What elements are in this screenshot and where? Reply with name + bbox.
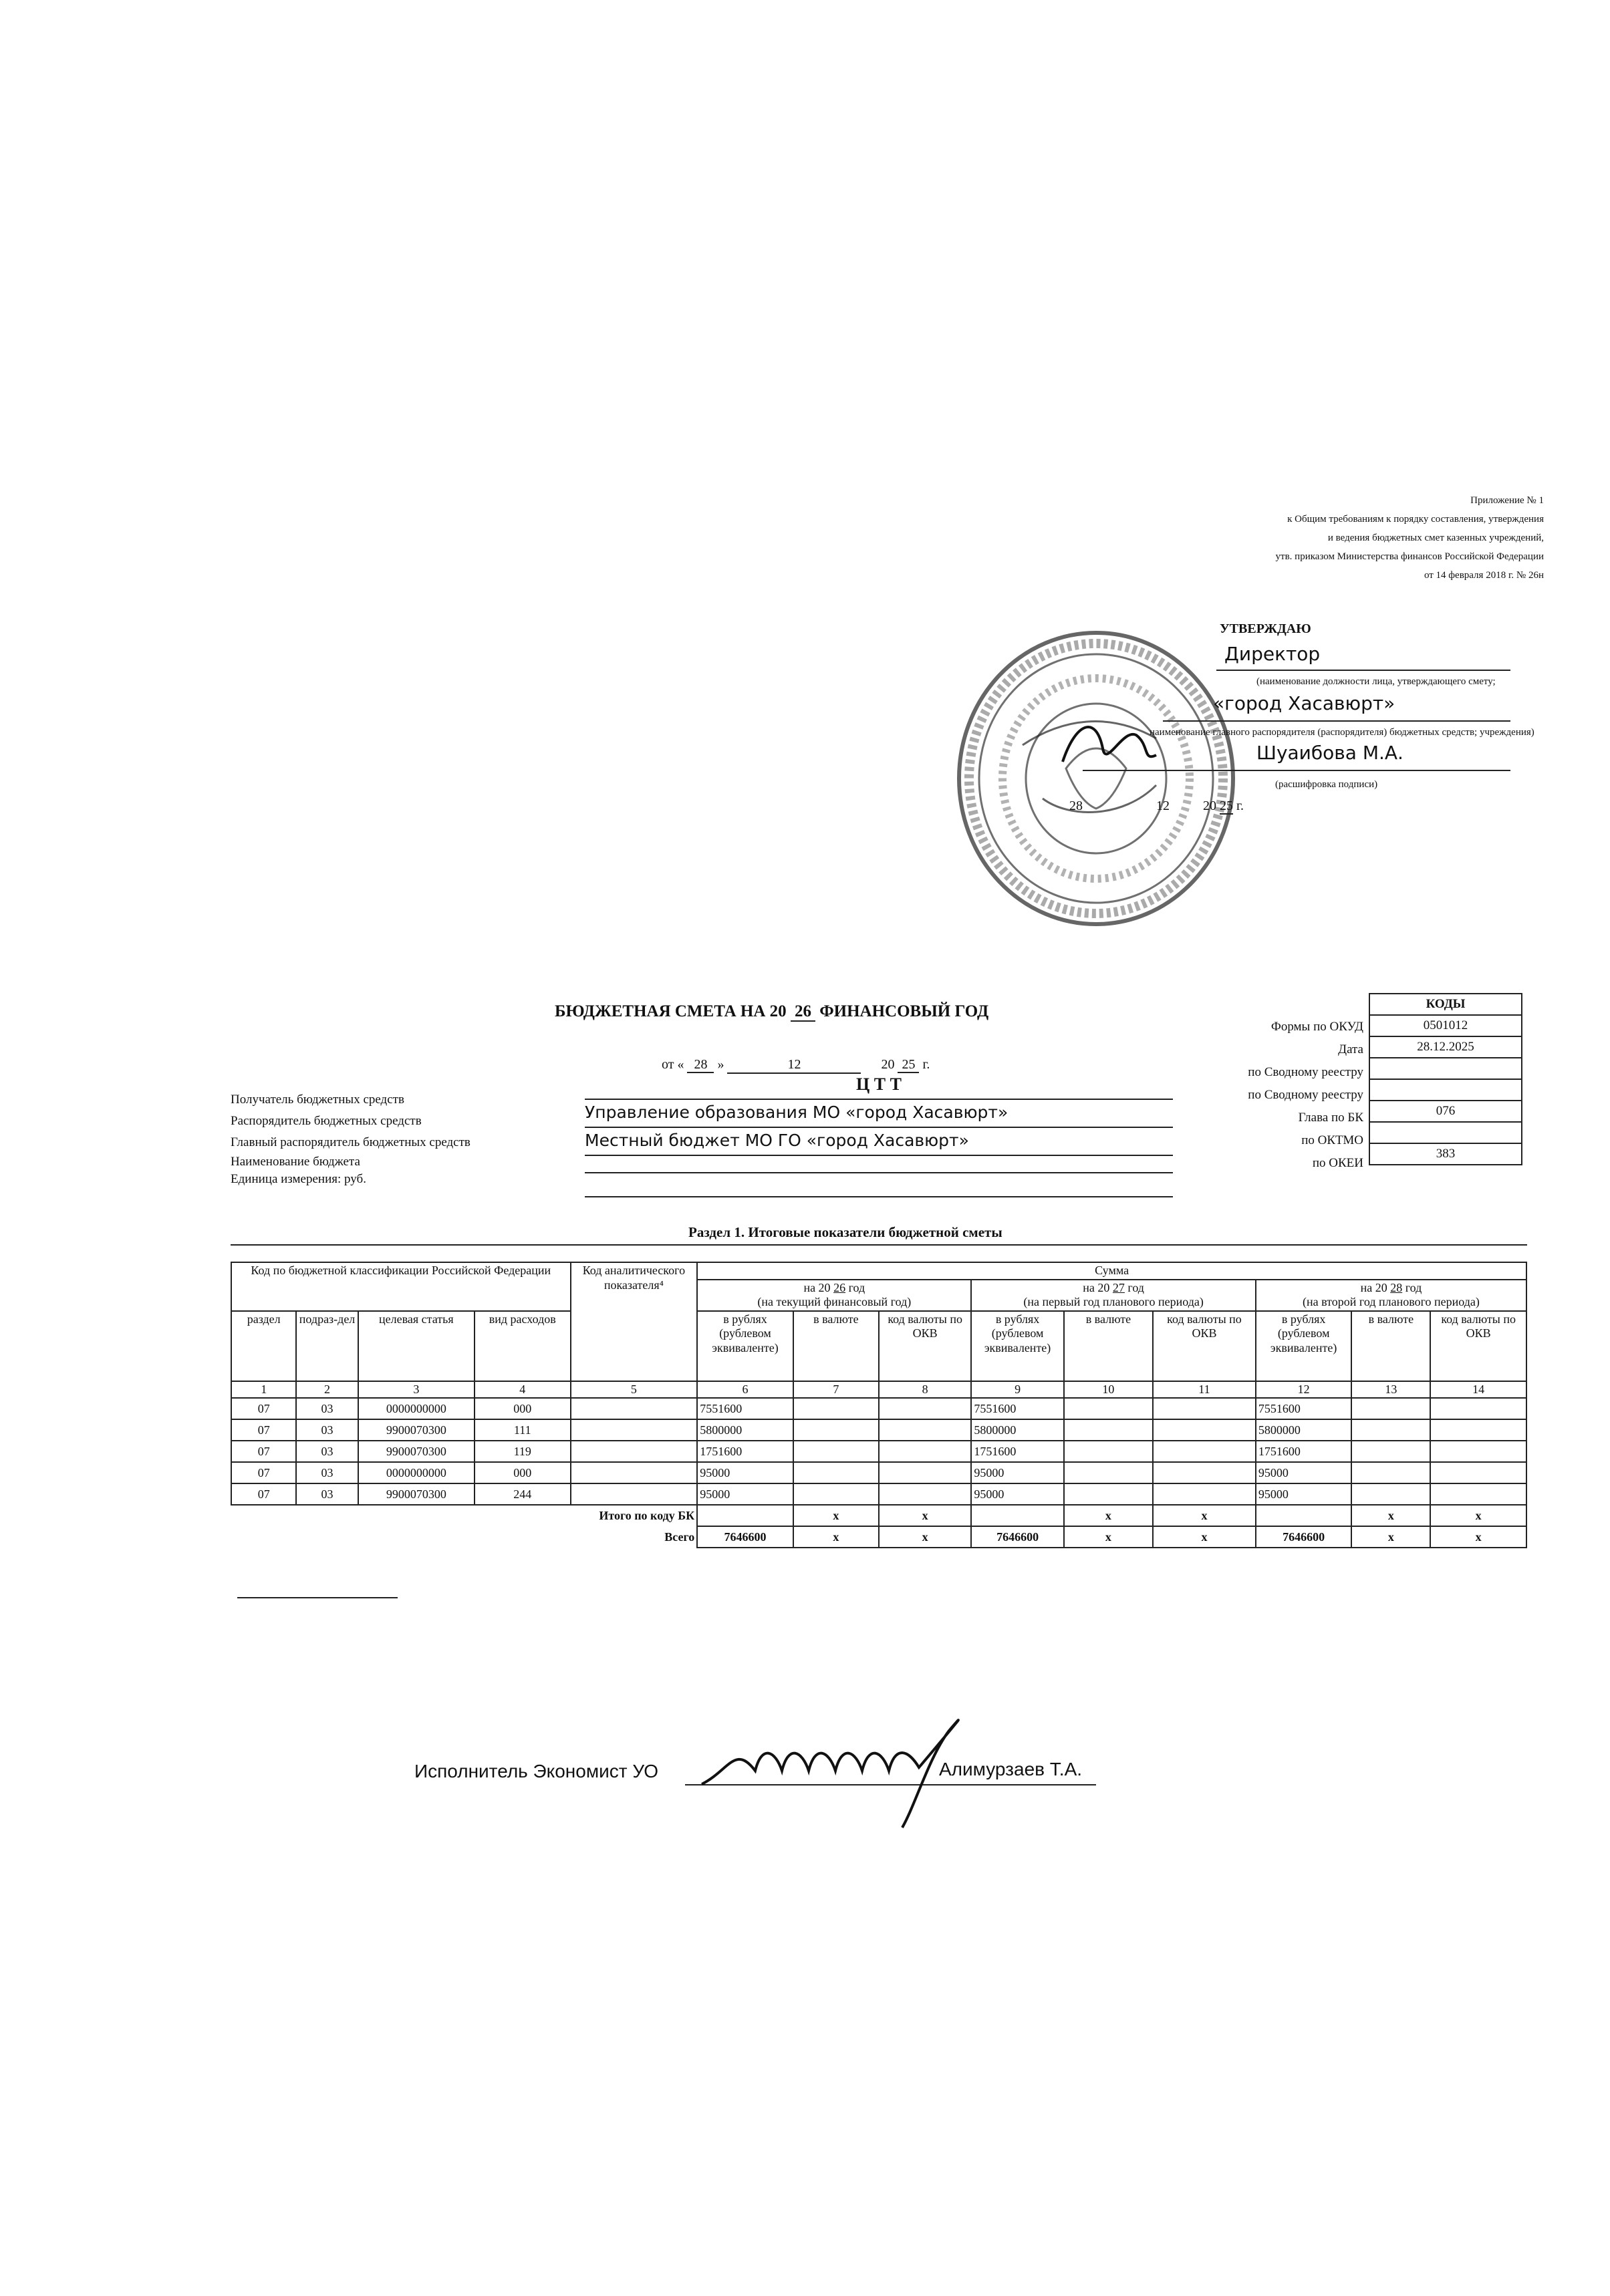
column-number: 12 [1256, 1381, 1352, 1399]
table-cell: 03 [296, 1419, 358, 1441]
table-cell [1064, 1398, 1153, 1419]
table-cell [879, 1441, 971, 1462]
year3-word: год [1405, 1280, 1422, 1294]
header-rub-3: в рублях (рублевом эквиваленте) [1256, 1311, 1352, 1381]
table-cell: 7551600 [971, 1398, 1063, 1419]
column-number: 5 [571, 1381, 698, 1399]
approval-year: 25 [1220, 799, 1233, 813]
table-cell: 03 [296, 1462, 358, 1483]
total-bk-label: Итого по коду БК [599, 1509, 695, 1523]
year1-note: (на текущий финансовый год) [757, 1295, 912, 1309]
table-cell: 9900070300 [358, 1419, 475, 1441]
table-cell [1430, 1483, 1526, 1505]
total-cell [1256, 1505, 1352, 1526]
total-cell: x [1153, 1505, 1256, 1526]
code-label: по Сводному реестру [1248, 1065, 1363, 1079]
approval-heading: УТВЕРЖДАЮ [1220, 621, 1311, 636]
appendix-line: Приложение № 1 [1470, 495, 1544, 506]
table-cell [793, 1483, 879, 1505]
header-bk-code: Код по бюджетной классификации Российской Федерации [231, 1262, 571, 1311]
table-cell: 07 [231, 1462, 296, 1483]
table-cell [1153, 1441, 1256, 1462]
appendix-line: от 14 февраля 2018 г. № 26н [1424, 570, 1544, 581]
header-okv-2: код валюты по ОКВ [1153, 1311, 1256, 1381]
recipient-label: Единица измерения: руб. [231, 1172, 366, 1186]
header-okv-3: код валюты по ОКВ [1430, 1311, 1526, 1381]
table-cell: 9900070300 [358, 1441, 475, 1462]
table-cell [1430, 1398, 1526, 1419]
appendix-note [1069, 491, 1544, 585]
table-cell: 07 [231, 1441, 296, 1462]
date-prefix: от « [662, 1057, 684, 1072]
table-cell: 95000 [1256, 1483, 1352, 1505]
table-cell [1351, 1462, 1430, 1483]
column-number: 8 [879, 1381, 971, 1399]
table-cell [1430, 1441, 1526, 1462]
section-title-rule [231, 1244, 1527, 1246]
approval-year-suffix: г. [1236, 799, 1244, 813]
code-oktmo [1369, 1122, 1522, 1143]
table-cell [1153, 1419, 1256, 1441]
header-podrazdel: подраз-дел [296, 1311, 358, 1381]
header-article: целевая статья [358, 1311, 475, 1381]
column-number: 14 [1430, 1381, 1526, 1399]
table-cell [1064, 1419, 1153, 1441]
table-cell [879, 1419, 971, 1441]
code-okei: 383 [1369, 1143, 1522, 1165]
year3-note: (на второй год планового периода) [1302, 1295, 1480, 1309]
header-currency-3: в валюте [1351, 1311, 1430, 1381]
table-cell: 03 [296, 1441, 358, 1462]
table-cell [571, 1462, 698, 1483]
table-cell [879, 1483, 971, 1505]
total-cell: 7646600 [697, 1526, 793, 1548]
total-cell: x [879, 1526, 971, 1548]
table-cell [571, 1419, 698, 1441]
budget-table [231, 1262, 1527, 1548]
title-year: 26 [791, 1002, 815, 1022]
code-registry-2 [1369, 1079, 1522, 1101]
table-cell: 5800000 [1256, 1419, 1352, 1441]
table-row [231, 1398, 1526, 1419]
column-numbers-row [231, 1381, 1526, 1399]
total-cell [697, 1505, 793, 1526]
title-suffix: ФИНАНСОВЫЙ ГОД [819, 1002, 989, 1020]
header-okv-1: код валюты по ОКВ [879, 1311, 971, 1381]
approval-year-prefix: 20 [1203, 799, 1216, 813]
header-year-3 [1256, 1280, 1526, 1311]
total-bk-row [231, 1505, 1526, 1526]
table-cell: 7551600 [697, 1398, 793, 1419]
footnote-rule [237, 1597, 398, 1598]
header-vid: вид расходов [475, 1311, 571, 1381]
column-number: 10 [1064, 1381, 1153, 1399]
table-cell: 03 [296, 1398, 358, 1419]
codes-table [1369, 993, 1522, 1165]
table-cell [1351, 1398, 1430, 1419]
table-cell [1064, 1483, 1153, 1505]
table-cell [1351, 1483, 1430, 1505]
header-rub-2: в рублях (рублевом эквиваленте) [971, 1311, 1063, 1381]
code-label: по Сводному реестру [1248, 1088, 1363, 1102]
table-cell [571, 1441, 698, 1462]
total-cell: x [1064, 1526, 1153, 1548]
table-cell [793, 1462, 879, 1483]
manager-name: Управление образования МО «город Хасавюрт» [585, 1103, 1173, 1128]
year2-prefix: на 20 [1083, 1280, 1110, 1294]
total-all-row [231, 1526, 1526, 1548]
table-cell [1430, 1462, 1526, 1483]
total-cell [971, 1505, 1063, 1526]
data-rows [231, 1398, 1526, 1505]
approval-position-line [1216, 643, 1510, 671]
approval-name: Шуаибова М.А. [1256, 742, 1403, 764]
total-cell: x [879, 1505, 971, 1526]
column-number: 9 [971, 1381, 1063, 1399]
table-row [231, 1462, 1526, 1483]
table-cell: 95000 [1256, 1462, 1352, 1483]
year2-word: год [1127, 1280, 1144, 1294]
executor-name: Алимурзаев Т.А. [939, 1759, 1083, 1779]
table-cell: 07 [231, 1398, 296, 1419]
date-day: 28 [687, 1057, 714, 1073]
director-signature [1056, 708, 1163, 782]
total-cell: x [1351, 1505, 1430, 1526]
header-currency-1: в валюте [793, 1311, 879, 1381]
section-title: Раздел 1. Итоговые показатели бюджетной сметы [688, 1224, 1002, 1240]
table-cell: 9900070300 [358, 1483, 475, 1505]
header-rub-1: в рублях (рублевом эквиваленте) [697, 1311, 793, 1381]
total-cell: x [1430, 1526, 1526, 1548]
header-analytic: Код аналитического показателя⁴ [571, 1262, 698, 1381]
table-cell: 03 [296, 1483, 358, 1505]
code-label: Формы по ОКУД [1270, 1020, 1363, 1034]
budget-name-line [585, 1159, 1173, 1173]
table-cell [571, 1398, 698, 1419]
column-number: 4 [475, 1381, 571, 1399]
date-year-prefix: 20 [881, 1057, 895, 1072]
table-cell [571, 1483, 698, 1505]
executor-label: Исполнитель Экономист УО [414, 1761, 658, 1781]
table-cell: 111 [475, 1419, 571, 1441]
date-year-suffix: г. [922, 1057, 930, 1072]
table-cell [1430, 1419, 1526, 1441]
approval-date [1069, 799, 1310, 814]
table-cell: 95000 [971, 1462, 1063, 1483]
recipient-label: Наименование бюджета [231, 1155, 360, 1169]
column-number: 6 [697, 1381, 793, 1399]
table-cell: 7551600 [1256, 1398, 1352, 1419]
year1-value: 26 [833, 1280, 846, 1294]
table-cell: 5800000 [697, 1419, 793, 1441]
recipient-labels [231, 1089, 471, 1188]
unit-line [585, 1183, 1173, 1197]
column-number: 3 [358, 1381, 475, 1399]
table-row [231, 1483, 1526, 1505]
year2-note: (на первый год планового периода) [1023, 1295, 1204, 1309]
code-date: 28.12.2025 [1369, 1036, 1522, 1058]
appendix-line: утв. приказом Министерства финансов Российской Федерации [1275, 551, 1544, 562]
approval-name-caption: (расшифровка подписи) [1275, 779, 1378, 790]
column-number: 2 [296, 1381, 358, 1399]
total-cell: x [1064, 1505, 1153, 1526]
date-year: 25 [898, 1057, 919, 1073]
year2-value: 27 [1112, 1280, 1125, 1294]
table-cell: 95000 [697, 1462, 793, 1483]
year3-prefix: на 20 [1360, 1280, 1387, 1294]
code-chapter-bk: 076 [1369, 1101, 1522, 1122]
header-sum: Сумма [697, 1262, 1526, 1280]
code-okud: 0501012 [1369, 1015, 1522, 1036]
total-cell: x [793, 1505, 879, 1526]
table-cell [793, 1398, 879, 1419]
table-cell: 0000000000 [358, 1462, 475, 1483]
approval-month: 12 [1156, 799, 1170, 813]
table-cell: 5800000 [971, 1419, 1063, 1441]
table-cell: 000 [475, 1398, 571, 1419]
table-cell [1064, 1441, 1153, 1462]
table-cell [1153, 1483, 1256, 1505]
table-cell [1153, 1398, 1256, 1419]
code-label: по ОКЕИ [1312, 1156, 1363, 1170]
recipient-label: Распорядитель бюджетных средств [231, 1114, 422, 1128]
approval-position-caption: (наименование должности лица, утверждающего смету; [1256, 676, 1496, 687]
table-cell [879, 1462, 971, 1483]
recipient-label: Главный распорядитель бюджетных средств [231, 1135, 471, 1149]
table-cell: 95000 [971, 1483, 1063, 1505]
table-cell [1351, 1441, 1430, 1462]
recipient-name: Ц Т Т [585, 1074, 1173, 1100]
title-prefix: БЮДЖЕТНАЯ СМЕТА НА 20 [555, 1002, 787, 1020]
budget-name: Местный бюджет МО ГО «город Хасавюрт» [585, 1131, 1173, 1156]
table-cell: 07 [231, 1419, 296, 1441]
table-cell: 119 [475, 1441, 571, 1462]
total-cell: x [1153, 1526, 1256, 1548]
code-label: по ОКТМО [1301, 1133, 1363, 1147]
appendix-line: к Общим требованиям к порядку составления, утверждения [1287, 514, 1544, 525]
column-number: 13 [1351, 1381, 1430, 1399]
code-registry-1 [1369, 1058, 1522, 1079]
total-cell: 7646600 [1256, 1526, 1352, 1548]
table-cell: 0000000000 [358, 1398, 475, 1419]
appendix-line: и ведения бюджетных смет казенных учреждений, [1327, 533, 1544, 543]
column-number: 7 [793, 1381, 879, 1399]
total-cell: x [1351, 1526, 1430, 1548]
table-cell [793, 1441, 879, 1462]
table-cell [1351, 1419, 1430, 1441]
table-cell: 1751600 [697, 1441, 793, 1462]
total-cell: x [1430, 1505, 1526, 1526]
approval-org-caption: наименование главного распорядителя (распорядителя) бюджетных средств; учреждения) [1150, 727, 1534, 738]
table-cell: 000 [475, 1462, 571, 1483]
approval-org: «город Хасавюрт» [1213, 692, 1395, 714]
table-cell: 95000 [697, 1483, 793, 1505]
table-row [231, 1419, 1526, 1441]
document-date [662, 1057, 930, 1074]
table-cell [879, 1398, 971, 1419]
table-cell: 1751600 [971, 1441, 1063, 1462]
total-cell: 7646600 [971, 1526, 1063, 1548]
approval-day: 28 [1069, 799, 1083, 813]
table-cell [1064, 1462, 1153, 1483]
table-cell [793, 1419, 879, 1441]
table-cell: 244 [475, 1483, 571, 1505]
codes-header: КОДЫ [1369, 994, 1522, 1015]
table-cell [1153, 1462, 1256, 1483]
header-razdel: раздел [231, 1311, 296, 1381]
recipient-label: Получатель бюджетных средств [231, 1093, 404, 1107]
total-cell: x [793, 1526, 879, 1548]
table-row [231, 1441, 1526, 1462]
year1-prefix: на 20 [803, 1280, 831, 1294]
header-year-2 [971, 1280, 1256, 1311]
date-month: 12 [727, 1057, 861, 1074]
date-mid: » [717, 1057, 724, 1072]
header-year-1 [697, 1280, 971, 1311]
total-all-label: Всего [664, 1530, 695, 1544]
year3-value: 28 [1390, 1280, 1403, 1294]
year1-word: год [848, 1280, 865, 1294]
column-number: 1 [231, 1381, 296, 1399]
table-cell: 07 [231, 1483, 296, 1505]
document-title [555, 1002, 988, 1021]
code-label: Дата [1338, 1042, 1363, 1056]
approval-position: Директор [1224, 643, 1321, 665]
approval-org-line [1163, 692, 1510, 722]
code-label: Глава по БК [1298, 1111, 1363, 1125]
column-number: 11 [1153, 1381, 1256, 1399]
table-cell: 1751600 [1256, 1441, 1352, 1462]
header-currency-2: в валюте [1064, 1311, 1153, 1381]
